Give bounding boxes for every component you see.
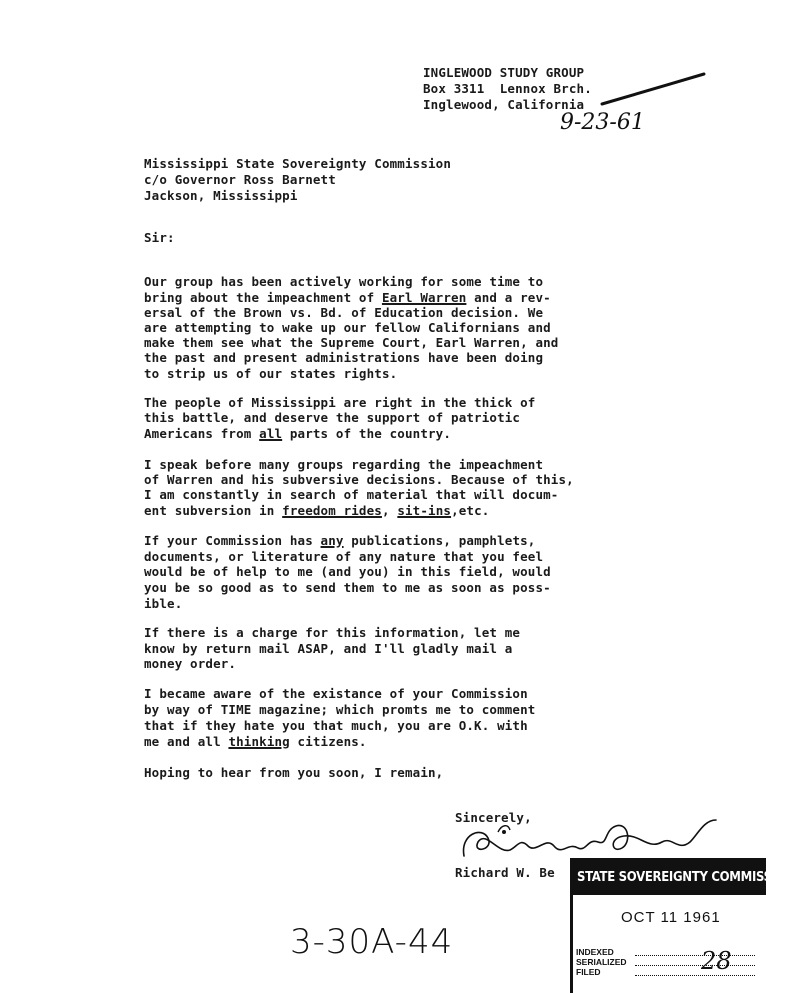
body-line: by way of TIME magazine; which promts me to comment bbox=[144, 702, 536, 717]
body-line: Our group has been actively working for some time to bbox=[144, 274, 544, 289]
recipient-line-2: c/o Governor Ross Barnett bbox=[144, 172, 336, 187]
stamp-indexed-label: INDEXED bbox=[576, 947, 614, 957]
body-line: If there is a charge for this information, let me bbox=[144, 625, 521, 640]
stamp-filed-label: FILED bbox=[576, 967, 601, 977]
body-line: are attempting to wake up our fellow Californians and bbox=[144, 320, 551, 335]
body-line: ible. bbox=[144, 596, 183, 611]
body-line: me and all thinking citizens. bbox=[144, 734, 367, 749]
body-line: The people of Mississippi are right in the thick of bbox=[144, 395, 536, 410]
body-line: would be of help to me (and you) in this field, would bbox=[144, 564, 551, 579]
signer-name: Richard W. Be bbox=[455, 865, 555, 880]
received-stamp bbox=[570, 858, 795, 993]
body-line: ent subversion in freedom rides, sit-ins,etc. bbox=[144, 503, 490, 518]
body-line: I speak before many groups regarding the impeachment bbox=[144, 457, 544, 472]
body-line: you be so good as to send them to me as soon as poss- bbox=[144, 580, 551, 595]
body-line: Hoping to hear from you soon, I remain, bbox=[144, 765, 444, 780]
body-line: that if they hate you that much, you are O.K. with bbox=[144, 718, 528, 733]
body-line: to strip us of our states rights. bbox=[144, 366, 398, 381]
body-line: I am constantly in search of material that will docum- bbox=[144, 487, 559, 502]
body-line: the past and present administrations have been doing bbox=[144, 350, 544, 365]
salutation: Sir: bbox=[144, 230, 175, 245]
body-line: Americans from all parts of the country. bbox=[144, 426, 452, 441]
letterhead-box: Box 3311 Lennox Brch. bbox=[423, 81, 592, 96]
stamp-header: STATE SOVEREIGNTY COMMISSION bbox=[573, 861, 766, 895]
body-line: I became aware of the existance of your Commission bbox=[144, 686, 528, 701]
pen-stroke-mark bbox=[600, 70, 710, 110]
closing-sincerely: Sincerely, bbox=[455, 810, 532, 825]
body-line: documents, or literature of any nature that you feel bbox=[144, 549, 544, 564]
stamp-filed-number: 28 bbox=[701, 947, 732, 975]
body-line: this battle, and deserve the support of patriotic bbox=[144, 410, 521, 425]
body-line: of Warren and his subversive decisions. Because of this, bbox=[144, 472, 574, 487]
body-line: bring about the impeachment of Earl Warren and a rev- bbox=[144, 290, 551, 305]
body-line: make them see what the Supreme Court, Earl Warren, and bbox=[144, 335, 559, 350]
body-line: ersal of the Brown vs. Bd. of Education decision. We bbox=[144, 305, 544, 320]
recipient-line-3: Jackson, Mississippi bbox=[144, 188, 298, 203]
recipient-line-1: Mississippi State Sovereignty Commission bbox=[144, 156, 452, 171]
letterhead-city: Inglewood, California bbox=[423, 97, 585, 112]
letterhead-org: INGLEWOOD STUDY GROUP bbox=[423, 65, 585, 80]
stamp-serialized-label: SERIALIZED bbox=[576, 957, 627, 967]
stamp-date: OCT 11 1961 bbox=[621, 909, 721, 926]
underlined-earl-warren: Earl Warren bbox=[381, 290, 467, 305]
body-line: know by return mail ASAP, and I'll gladly mail a bbox=[144, 641, 513, 656]
handwritten-date: 9-23-61 bbox=[560, 110, 645, 135]
body-line: money order. bbox=[144, 656, 237, 671]
body-line: If your Commission has any publications, pamphlets, bbox=[144, 533, 536, 548]
handwritten-file-number: 3-30A-44 bbox=[290, 922, 454, 962]
